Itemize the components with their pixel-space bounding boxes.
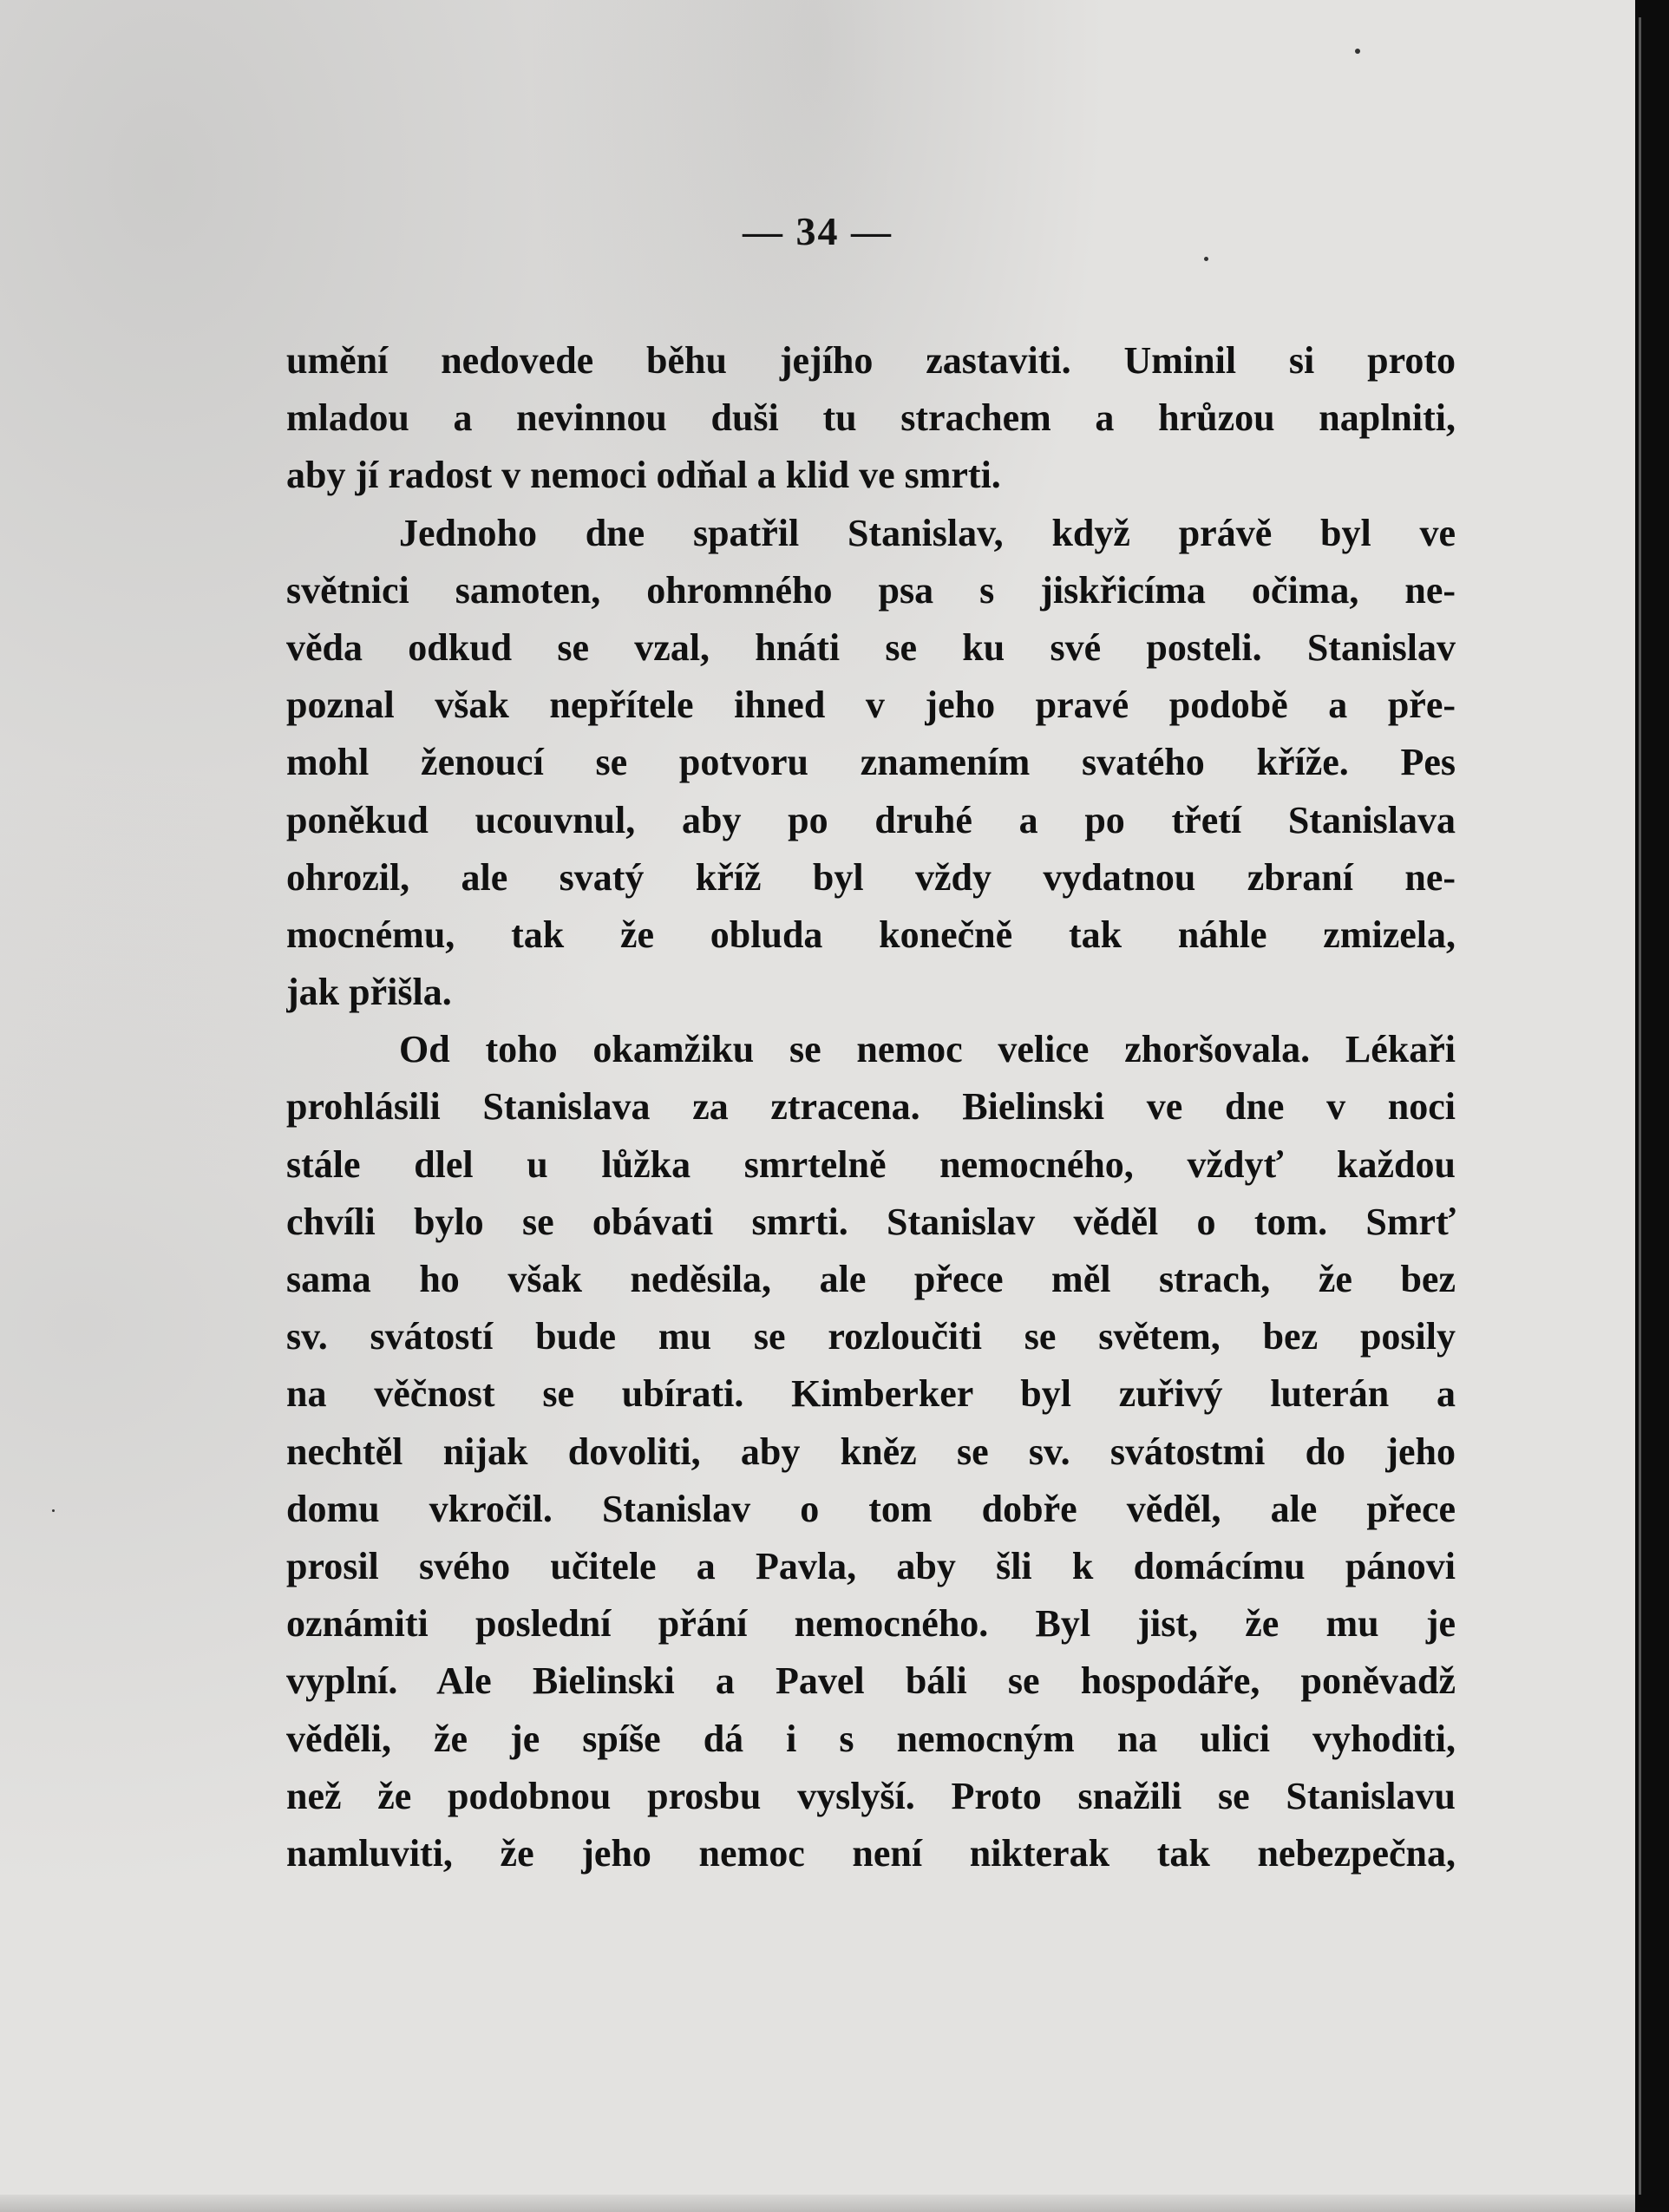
text-line: aby jí radost v nemoci odňal a klid ve smrti. (286, 454, 1001, 497)
text-line: Od toho okamžiku se nemoc velice zhoršovala. Lékaři (399, 1028, 1456, 1071)
text-line: prohlásili Stanislava za ztracena. Bielinski ve dne v noci (286, 1085, 1456, 1129)
text-line: mladou a nevinnou duši tu strachem a hrůzou naplniti, (286, 396, 1456, 440)
text-line: poznal však nepřítele ihned v jeho pravé podobě a pře- (286, 684, 1456, 727)
text-line: mohl ženoucí se potvoru znamením svatého kříže. Pes (286, 741, 1456, 784)
text-line: Jednoho dne spatřil Stanislav, když právě byl ve (399, 511, 1456, 554)
text-line: než že podobnou prosbu vyslyší. Proto snažili se Stanislavu (286, 1774, 1456, 1817)
text-line: stále dlel u lůžka smrtelně nemocného, vždyť každou (286, 1142, 1456, 1186)
text-line: nechtěl nijak dovoliti, aby kněz se sv. svátostmi do jeho (286, 1430, 1456, 1473)
body-text (286, 332, 1456, 1882)
text-line: na věčnost se ubírati. Kimberker byl zuřivý luterán a (286, 1372, 1456, 1416)
text-line: namluviti, že jeho nemoc není nikterak tak nebezpečna, (286, 1831, 1456, 1875)
text-line: prosil svého učitele a Pavla, aby šli k domácímu pánovi (286, 1544, 1456, 1587)
text-line: jak přišla. (286, 971, 452, 1014)
text-line: poněkud ucouvnul, aby po druhé a po třetí Stanislava (286, 798, 1456, 841)
text-line: vyplní. Ale Bielinski a Pavel báli se hospodáře, poněvadž (286, 1659, 1456, 1703)
dust-speck (1355, 49, 1360, 54)
text-line: oznámiti poslední přání nemocného. Byl jist, že mu je (286, 1602, 1456, 1646)
text-line: sama ho však neděsila, ale přece měl strach, že bez (286, 1258, 1456, 1300)
page-number: — 34 — (743, 209, 893, 253)
text-line: domu vkročil. Stanislav o tom dobře věděl, ale přece (286, 1487, 1456, 1530)
text-line: věda odkud se vzal, hnáti se ku své posteli. Stanislav (286, 625, 1456, 669)
scan-border-right (1635, 0, 1669, 2212)
dust-speck (52, 1509, 55, 1512)
scan-border-bottom (0, 2195, 1635, 2212)
dust-speck (1204, 257, 1208, 261)
text-line: věděli, že je spíše dá i s nemocným na ulici vyhoditi, (286, 1717, 1456, 1760)
text-line: mocnému, tak že obluda konečně tak náhle zmizela, (286, 913, 1456, 956)
text-line: chvíli bylo se obávati smrti. Stanislav věděl o tom. Smrť (286, 1200, 1456, 1243)
text-line: ohrozil, ale svatý kříž byl vždy vydatnou zbraní ne- (286, 855, 1456, 899)
text-line: sv. svátostí bude mu se rozloučiti se světem, bez posily (286, 1315, 1456, 1358)
text-line: světnici samoten, ohromného psa s jiskřicíma očima, ne- (286, 568, 1456, 612)
text-line: umění nedovede běhu jejího zastaviti. Uminil si proto (286, 339, 1456, 382)
